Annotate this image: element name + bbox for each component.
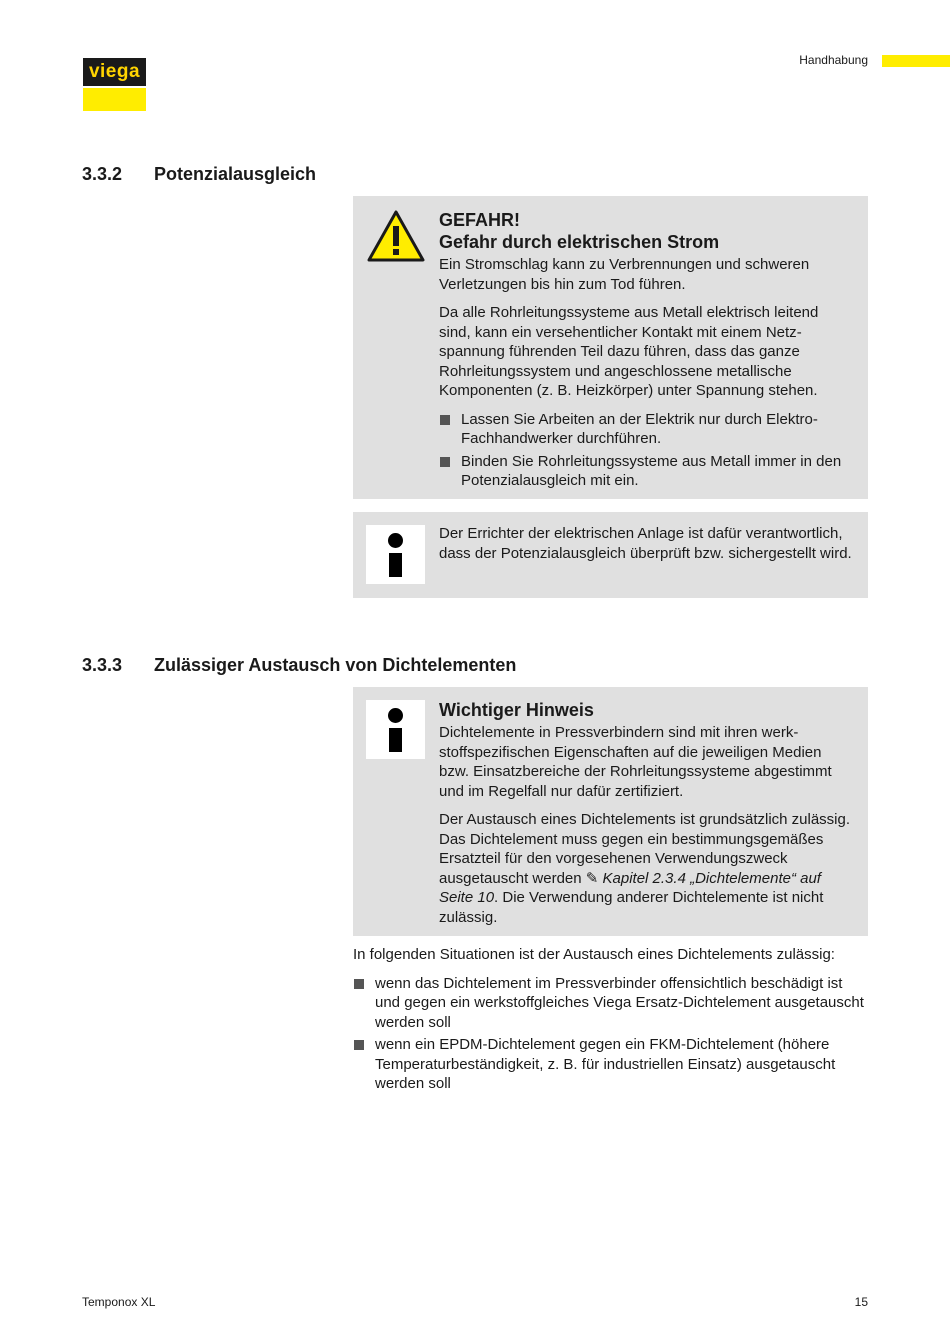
note-box-content: [439, 699, 852, 936]
section-title: Zulässiger Austausch von Dichtelementen: [154, 655, 517, 675]
list-item: wenn ein EPDM-Dichtelement gegen ein FKM-Dichtelement (höhere Temperaturbeständigkeit, z. B. für industriellen Einsatz) ausgetauscht werden soll: [353, 1035, 868, 1094]
section-number: 3.3.2: [82, 164, 123, 184]
section-number: 3.3.3: [82, 655, 123, 675]
info-box-text: Der Errichter der elektrischen Anlage ist dafür verantwortlich, dass der Potenzialausgleich überprüft bzw. sichergestellt wird.: [439, 525, 852, 562]
square-bullet-icon: [440, 457, 450, 467]
note-heading: Wichtiger Hinweis: [439, 700, 594, 720]
danger-box: [353, 196, 868, 499]
danger-paragraph-1: Ein Stromschlag kann zu Verbrennungen und schweren Verletzungen bis hin zum Tod führen.: [439, 256, 810, 293]
footer-page-number: 15: [854, 1295, 868, 1309]
note-paragraph-2: Der Austausch eines Dichtelements ist grundsätzlich zulässig. Das Dichtelement muss gegen ein bestimmungsgemäßes Ersatzteil für den vorgesehenen Verwendungszweck ausgetauscht werden ✎ Kapitel 2.3.4 „Dichtelemente“ auf Seite 10. Die Verwendung anderer Dichtelemente ist nicht zulässig.: [439, 811, 851, 926]
note-box: [353, 687, 868, 936]
logo-yellow-block: [83, 88, 146, 111]
info-icon: [366, 525, 425, 584]
intro-paragraph: In folgenden Situationen ist der Austausch eines Dichtelements zulässig:: [353, 946, 835, 963]
viega-logo: [83, 58, 146, 111]
section-body: [353, 945, 868, 1097]
danger-heading: GEFAHR!: [439, 210, 520, 230]
square-bullet-icon: [354, 1040, 364, 1050]
danger-paragraph-2: Da alle Rohrleitungssysteme aus Metall elektrisch leitend sind, kann ein versehentlicher Kontakt mit einem Netzspannung führenden Teil dazu führen, dass das ganze Rohrleitungssystem und angeschlossene metallische Komponenten (z. B. Heizkörper) unter Spannung stehen.: [439, 304, 819, 399]
note-paragraph-1: Dichtelemente in Pressverbindern sind mit ihren werkstoffspezifischen Eigenschaften auf die jeweiligen Medien bzw. Einsatzbereiche der Rohrleitungssysteme abgestimmt und im Regelfall nur dafür zertifiziert.: [439, 724, 832, 800]
warning-triangle-icon: [366, 209, 426, 263]
danger-subheading: Gefahr durch elektrischen Strom: [439, 232, 720, 252]
section-title: Potenzialausgleich: [154, 164, 317, 184]
list-item: wenn das Dichtelement im Pressverbinder offensichtlich beschädigt ist und gegen ein werkstoffgleiches Viega Ersatz-Dichtelement ausgetauscht werden soll: [353, 974, 868, 1033]
chapter-link[interactable]: Kapitel 2.3.4 „Dichtelemente“ auf Seite 10: [439, 869, 821, 906]
list-item: Binden Sie Rohrleitungssysteme aus Metall immer in den Potenzialausgleich mit ein.: [439, 452, 852, 491]
logo-wordmark: viega: [83, 58, 146, 86]
info-icon: [366, 700, 425, 759]
situations-list: [353, 974, 868, 1094]
danger-bullet-list: [439, 410, 852, 491]
footer-product: Temponox XL: [82, 1295, 156, 1309]
square-bullet-icon: [354, 979, 364, 989]
header-section-label: Handhabung: [799, 53, 868, 67]
danger-box-content: [439, 209, 852, 494]
list-item: Lassen Sie Arbeiten an der Elektrik nur durch ElektroFachhandwerker durchführen.: [439, 410, 852, 449]
link-arrow-icon: ✎: [585, 869, 599, 887]
header-yellow-bar: [882, 55, 950, 67]
square-bullet-icon: [440, 415, 450, 425]
info-box: [353, 512, 868, 598]
